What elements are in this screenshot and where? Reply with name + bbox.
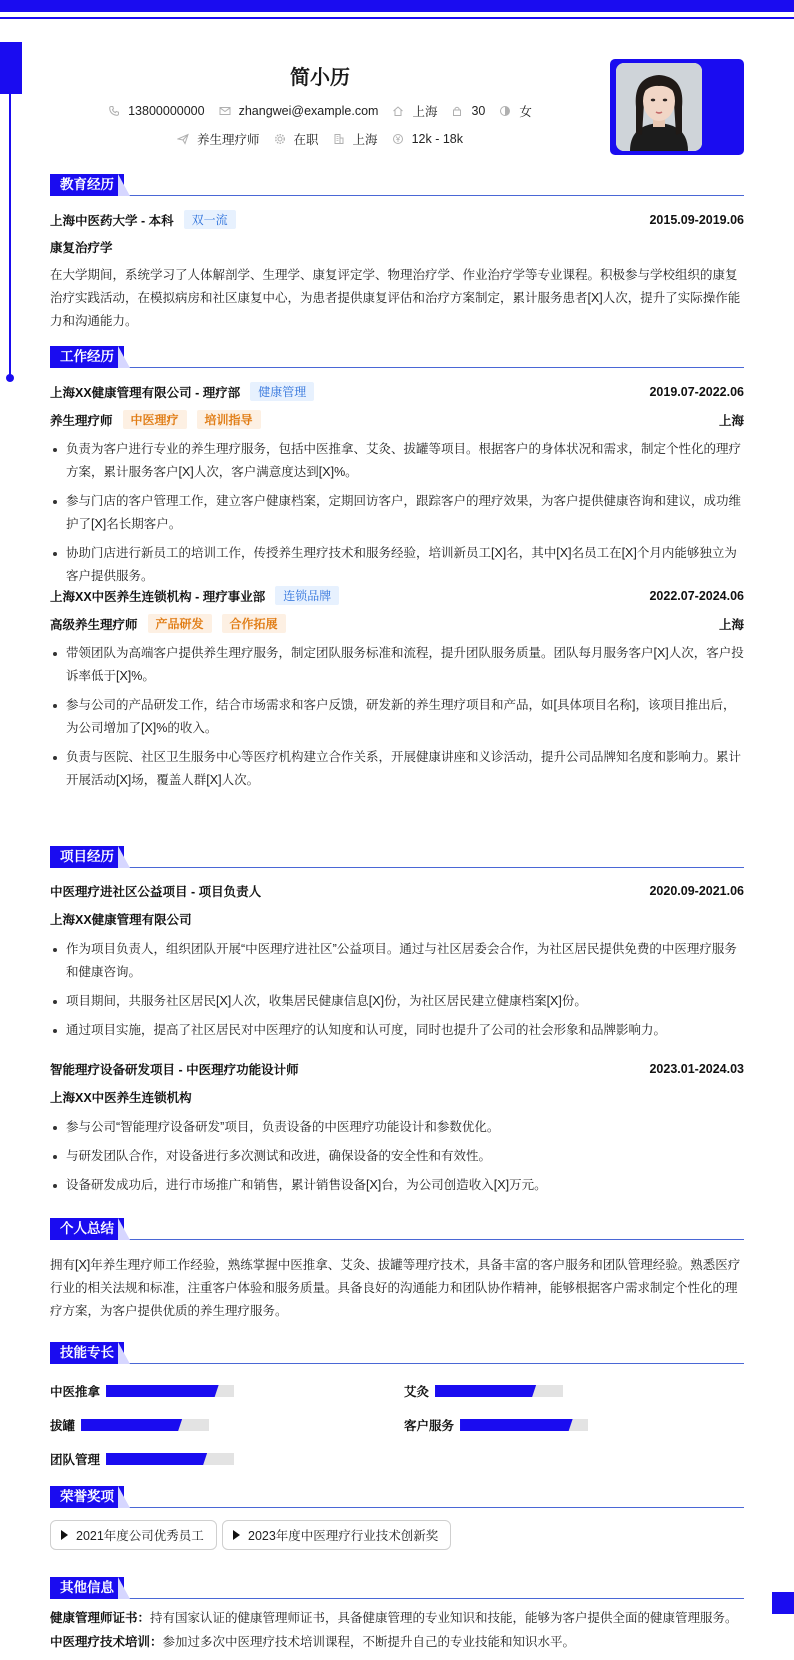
section-divider [50,195,744,196]
section-title: 项目经历 [50,846,124,868]
section-title: 技能专长 [50,1342,124,1364]
other-item [50,1606,744,1630]
list-item: 设备研发成功后，进行市场推广和销售，累计销售设备[X]台，为公司创造收入[X]万元。 [50,1174,744,1197]
school-tag: 双一流 [184,210,236,229]
salary-info [392,132,463,146]
company-tag: 连锁品牌 [275,586,339,605]
skill-bar [435,1385,563,1397]
job-title: 高级养生理疗师 [50,617,138,632]
list-item: 参与公司的产品研发工作，结合市场需求和客户反馈，研发新的养生理疗项目和产品，如[具体项目名称]，该项目推出后，为公司增加了[X]%的收入。 [50,694,744,740]
work-section [50,346,744,787]
section-header [50,1486,744,1508]
contact-row [50,102,590,120]
other-text: 持有国家认证的健康管理师证书，具备健康管理的专业知识和技能，能够为客户提供全面的健康管理服务。 [150,1611,738,1625]
list-item: 参与公司“智能理疗设备研发”项目，负责设备的中医理疗功能设计和参数优化。 [50,1116,744,1139]
award-text: 2023年度中医理疗行业技术创新奖 [248,1529,439,1543]
skill-name: 客户服务 [404,1419,455,1433]
skill-bar [460,1419,588,1431]
section-divider [50,1363,744,1364]
company-tag: 健康管理 [250,382,314,401]
gender-text: 女 [519,105,532,119]
section-title: 个人总结 [50,1218,124,1240]
section-title: 其他信息 [50,1577,124,1599]
home-icon [392,105,404,117]
award-text: 2021年度公司优秀员工 [76,1529,204,1543]
other-section [50,1577,744,1649]
education-entry-left [50,210,236,229]
project-entry-header [50,882,744,900]
work-entry-header [50,382,744,401]
skill-name: 团队管理 [50,1453,101,1467]
position-info [177,130,260,148]
top-accent-line [0,17,794,19]
building-icon [333,133,345,145]
job-title-row [50,614,744,633]
section-title-tail [118,346,130,368]
project-date: 2023.01-2024.03 [649,1062,744,1076]
skill-bar [106,1385,234,1397]
other-item [50,1630,744,1654]
lock-icon [451,105,463,117]
age-text: 30 [471,104,486,118]
list-item: 负责与医院、社区卫生服务中心等医疗机构建立合作关系，开展健康讲座和义诊活动，提升公司品牌知名度和影响力。累计开展活动[X]场，覆盖人群[X]人次。 [50,746,744,792]
job-title: 养生理疗师 [50,413,113,428]
skill-tag: 合作拓展 [222,614,286,633]
section-divider [50,1598,744,1599]
skill-tag: 产品研发 [148,614,212,633]
other-label: 健康管理师证书： [50,1611,151,1625]
money-icon [392,133,404,145]
section-divider [50,1239,744,1240]
list-item: 带领团队为高端客户提供养生理疗服务，制定团队服务标准和流程，提升团队服务质量。团队每月服务客户[X]人次，客户投诉率低于[X]%。 [50,642,744,688]
status-text: 在职 [293,133,319,147]
corner-accent-block [772,1592,794,1614]
section-divider [50,1507,744,1508]
skill-tag: 培训指导 [197,410,261,429]
project-bullets [50,1116,744,1203]
skill-item [50,1450,234,1468]
section-header [50,174,744,196]
phone-info [108,104,204,118]
side-accent-line [9,94,11,378]
project-org: 上海XX中医养生连锁机构 [50,1091,192,1105]
education-section [50,174,744,328]
position-text: 养生理疗师 [197,133,260,147]
job-intent-row [50,130,590,148]
skill-bar-fill [106,1385,219,1397]
job-title-left [50,410,261,429]
target-city-info [333,130,378,148]
education-description: 在大学期间，系统学习了人体解剖学、生理学、康复评定学、物理治疗学、作业治疗学等专业课程。积极参与学校组织的康复治疗实践活动，在模拟病房和社区康复中心，为患者提供康复评估和治疗方案制定，累计服务患者[X]人次，提升了实际操作能力和沟通能力。 [50,268,741,328]
target-city-text: 上海 [352,133,378,147]
skill-bar [106,1453,234,1465]
skill-item [404,1416,588,1434]
section-header [50,1218,744,1240]
side-accent-dot [6,374,14,382]
status-info [274,130,319,148]
skill-bar [81,1419,209,1431]
summary-text: 拥有[X]年养生理疗师工作经验，熟练掌握中医推拿、艾灸、拔罐等理疗技术，具备丰富的客户服务和团队管理经验。熟悉医疗行业的相关法规和标准，注重客户体验和服务质量。具备良好的沟通能力和团队协作精神，能够根据客户需求制定个性化的理疗方案，为客户提供优质的养生理疗服务。 [50,1258,741,1318]
job-title-left [50,614,286,633]
education-entry-header [50,210,744,229]
project-date: 2020.09-2021.06 [649,884,744,898]
send-icon [177,133,189,145]
play-icon [61,1530,68,1540]
age-info [451,104,485,118]
skill-bar-fill [106,1453,207,1465]
project-section [50,846,744,1192]
list-item: 通过项目实施，提高了社区居民对中医理疗的认知度和认可度，同时也提升了公司的社会形象和品牌影响力。 [50,1019,744,1042]
email-info [219,104,379,118]
play-icon [233,1530,240,1540]
project-bullets [50,938,744,1048]
major-name: 康复治疗学 [50,241,113,255]
award-badge [50,1520,217,1550]
work-entry-header [50,586,744,605]
section-title: 荣誉奖项 [50,1486,124,1508]
project-org: 上海XX健康管理有限公司 [50,913,192,927]
gender-icon [499,105,511,117]
portrait-image [616,63,702,151]
resume-header [50,55,744,155]
top-accent-bar [0,0,794,12]
skill-tag: 中医理疗 [123,410,187,429]
phone-text: 13800000000 [128,104,205,118]
side-accent-block [0,42,22,94]
candidate-name: 简小历 [290,67,350,89]
work-bullets [50,438,744,594]
section-title-tail [118,174,130,196]
section-title-tail [118,1218,130,1240]
mail-icon [219,105,231,117]
company-name: 上海XX中医养生连锁机构 - 理疗事业部 [50,589,266,604]
section-divider [50,867,744,868]
section-title-tail [118,1342,130,1364]
school-name: 上海中医药大学 - 本科 [50,213,174,228]
section-header [50,346,744,368]
project-name: 智能理疗设备研发项目 - 中医理疗功能设计师 [50,1063,299,1077]
major-row [50,238,744,256]
education-date: 2015.09-2019.06 [649,212,744,227]
skill-bar-fill [460,1419,573,1431]
work-date: 2019.07-2022.06 [649,384,744,399]
city-text: 上海 [412,105,438,119]
section-title-tail [118,1486,130,1508]
list-item: 负责为客户进行专业的养生理疗服务，包括中医推拿、艾灸、拔罐等项目。根据客户的身体状况和需求，制定个性化的理疗方案，累计服务客户[X]人次，客户满意度达到[X]%。 [50,438,744,484]
awards-section [50,1486,744,1543]
project-org-row [50,1088,744,1106]
work-bullets [50,642,744,798]
other-label: 中医理疗技术培训： [50,1635,163,1649]
gear-icon [274,133,286,145]
project-entry-header [50,1060,744,1078]
other-text: 参加过多次中医理疗技术培训课程，不断提升自己的专业技能和知识水平。 [162,1635,576,1649]
skill-name: 拔罐 [50,1419,76,1433]
award-badge [222,1520,451,1550]
list-item: 项目期间，共服务社区居民[X]人次，收集居民健康信息[X]份，为社区居民建立健康档案[X]份。 [50,990,744,1013]
skill-bar-fill [435,1385,536,1397]
job-title-row [50,410,744,429]
skill-item [404,1382,563,1400]
city-info [392,102,437,120]
skill-name: 中医推拿 [50,1385,101,1399]
email-text: zhangwei@example.com [238,104,379,118]
project-org-row [50,910,744,928]
section-header [50,1342,744,1364]
summary-section [50,1218,744,1318]
section-header [50,1577,744,1599]
phone-icon [108,105,120,117]
work-entry-left [50,586,339,605]
section-title: 工作经历 [50,346,124,368]
gender-info [499,102,532,120]
company-name: 上海XX健康管理有限公司 - 理疗部 [50,385,241,400]
profile-photo [616,63,702,151]
salary-text: 12k - 18k [411,132,463,146]
work-date: 2022.07-2024.06 [649,588,744,603]
project-name: 中医理疗进社区公益项目 - 项目负责人 [50,885,262,899]
skill-bar-fill [81,1419,182,1431]
job-city: 上海 [718,617,744,632]
list-item: 协助门店进行新员工的培训工作，传授养生理疗技术和服务经验，培训新员工[X]名，其中[X]名员工在[X]个月内能够独立为客户提供服务。 [50,542,744,588]
skill-item [50,1382,234,1400]
job-city: 上海 [718,413,744,428]
list-item: 参与门店的客户管理工作，建立客户健康档案，定期回访客户，跟踪客户的理疗效果，为客户提供健康咨询和建议，成功维护了[X]名长期客户。 [50,490,744,536]
section-title-tail [118,1577,130,1599]
section-title: 教育经历 [50,174,124,196]
skill-item [50,1416,209,1434]
skills-section [50,1342,744,1467]
skill-name: 艾灸 [404,1385,430,1399]
photo-frame [610,59,744,155]
section-title-tail [118,846,130,868]
section-header [50,846,744,868]
list-item: 作为项目负责人，组织团队开展“中医理疗进社区”公益项目。通过与社区居委会合作，为社区居民提供免费的中医理疗服务和健康咨询。 [50,938,744,984]
section-divider [50,367,744,368]
work-entry-left [50,382,314,401]
list-item: 与研发团队合作，对设备进行多次测试和改进，确保设备的安全性和有效性。 [50,1145,744,1168]
